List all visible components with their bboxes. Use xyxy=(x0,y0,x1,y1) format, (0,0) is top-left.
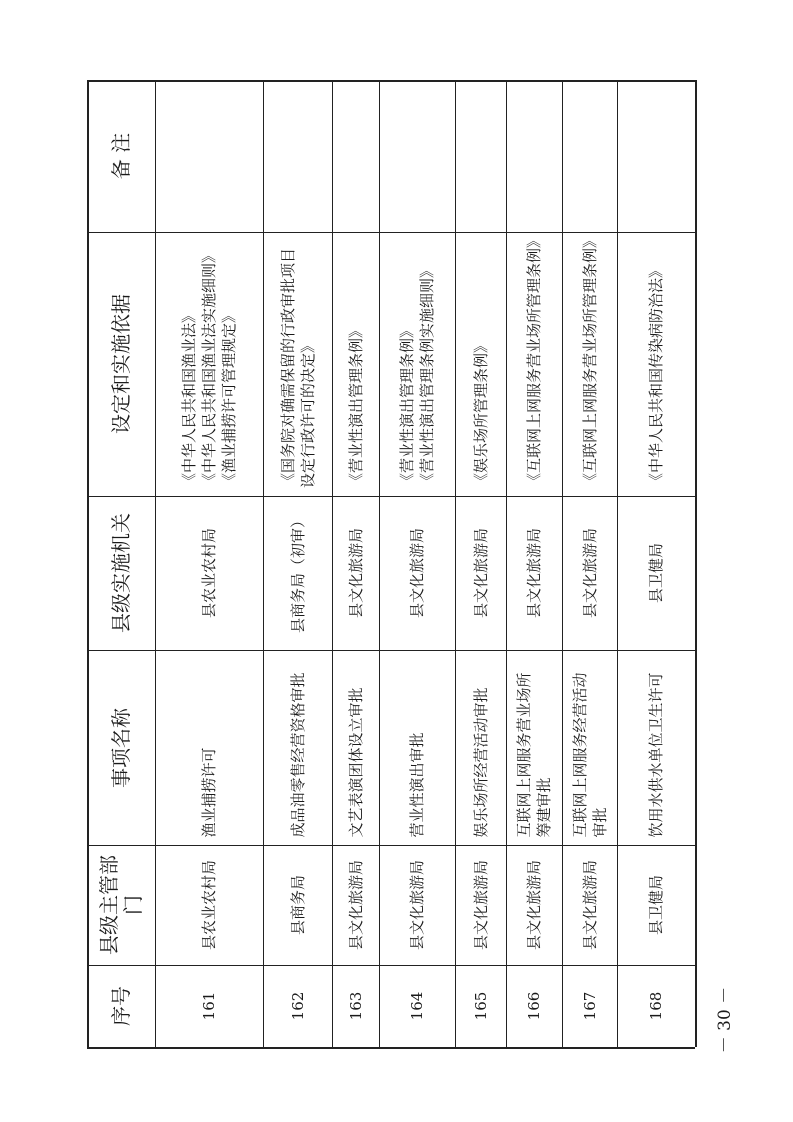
table-cell-basis xyxy=(455,232,506,496)
cell-text-seq: 166 xyxy=(525,991,543,1021)
cell-text-agency: 县文化旅游局 xyxy=(346,528,365,619)
table-cell-note xyxy=(332,80,379,232)
cell-text-agency: 县文化旅游局 xyxy=(408,528,426,619)
cell-text-item: 娱乐场所经营活动审批 xyxy=(471,686,490,837)
column-header-note: 备 注 xyxy=(109,132,133,180)
table-cell-dept xyxy=(263,845,332,965)
table-cell-note xyxy=(562,80,617,232)
cell-text-agency: 县商务局（初审） xyxy=(288,513,307,634)
cell-text-seq: 168 xyxy=(647,991,665,1021)
cell-text-dept: 县农业农村局 xyxy=(200,860,218,951)
cell-text-item: 成品油零售经营资格审批 xyxy=(288,671,307,837)
table-cell-seq xyxy=(332,965,379,1047)
header-cell-basis xyxy=(87,232,155,496)
cell-text-agency: 县农业农村局 xyxy=(200,528,218,619)
table-cell-agency xyxy=(562,496,617,650)
cell-text-dept: 县文化旅游局 xyxy=(525,860,543,951)
table-cell-seq xyxy=(263,965,332,1047)
table-cell-agency xyxy=(455,496,506,650)
table-cell-dept xyxy=(332,845,379,965)
cell-text-item: 营业性演出审批 xyxy=(408,731,426,837)
table-cell-item xyxy=(506,650,562,845)
cell-text-dept: 县文化旅游局 xyxy=(346,860,365,951)
cell-text-agency: 县文化旅游局 xyxy=(580,528,599,619)
header-cell-agency xyxy=(87,496,155,650)
table-cell-agency xyxy=(332,496,379,650)
table-cell-dept xyxy=(617,845,695,965)
table-cell-basis xyxy=(562,232,617,496)
table-cell-basis xyxy=(379,232,455,496)
cell-text-seq: 162 xyxy=(288,991,307,1021)
cell-text-basis: 《互联网上网服务营业场所管理条例》 xyxy=(580,232,599,488)
column-header-seq: 序号 xyxy=(109,986,133,1026)
column-header-basis: 设定和实施依据 xyxy=(109,294,133,434)
table-cell-item xyxy=(562,650,617,845)
table-cell-agency xyxy=(617,496,695,650)
cell-text-basis: 《互联网上网服务营业场所管理条例》 xyxy=(525,232,543,488)
cell-text-basis: 《营业性演出管理条例》 xyxy=(346,322,365,488)
header-cell-seq xyxy=(87,965,155,1047)
column-header-dept: 县级主管部门 xyxy=(97,855,145,955)
table-cell-seq xyxy=(617,965,695,1047)
table-cell-seq xyxy=(455,965,506,1047)
cell-text-dept: 县商务局 xyxy=(288,875,307,936)
table-cell-seq xyxy=(379,965,455,1047)
table-cell-note xyxy=(455,80,506,232)
cell-text-seq: 165 xyxy=(471,991,490,1021)
header-cell-dept xyxy=(87,845,155,965)
table-cell-note xyxy=(617,80,695,232)
table-rule-vertical xyxy=(695,80,697,1047)
table-cell-item xyxy=(155,650,263,845)
cell-text-basis: 《营业性演出管理条例》 《营业性演出管理条例实施细则》 xyxy=(398,262,436,488)
cell-text-basis: 《中华人民共和国传染病防治法》 xyxy=(647,262,665,488)
cell-text-agency: 县文化旅游局 xyxy=(471,528,490,619)
table-cell-dept xyxy=(562,845,617,965)
cell-text-item: 饮用水供水单位卫生许可 xyxy=(647,671,665,837)
cell-text-seq: 167 xyxy=(580,991,599,1021)
table-cell-basis xyxy=(155,232,263,496)
table-cell-basis xyxy=(617,232,695,496)
table-cell-item xyxy=(263,650,332,845)
table-cell-agency xyxy=(263,496,332,650)
table-cell-seq xyxy=(155,965,263,1047)
table-cell-agency xyxy=(155,496,263,650)
table-cell-note xyxy=(263,80,332,232)
cell-text-seq: 163 xyxy=(346,991,365,1021)
table-cell-basis xyxy=(263,232,332,496)
header-cell-note xyxy=(87,80,155,232)
cell-text-seq: 161 xyxy=(200,991,218,1021)
cell-text-item: 互联网上网服务营业场所筹建审批 xyxy=(515,671,553,837)
cell-text-dept: 县文化旅游局 xyxy=(408,860,426,951)
table-cell-item xyxy=(379,650,455,845)
cell-text-basis: 《国务院对确需保留的行政审批项目设定行政许可的决定》 xyxy=(278,247,317,488)
column-header-agency: 县级实施机关 xyxy=(109,513,133,633)
header-cell-item xyxy=(87,650,155,845)
table-cell-dept xyxy=(455,845,506,965)
table-cell-agency xyxy=(379,496,455,650)
table-cell-seq xyxy=(506,965,562,1047)
cell-text-item: 渔业捕捞许可 xyxy=(200,746,218,837)
table-cell-note xyxy=(155,80,263,232)
cell-text-basis: 《中华人民共和国渔业法》 《中华人民共和国渔业法实施细则》 《渔业捕捞许可管理规定》 xyxy=(180,247,238,488)
cell-text-seq: 164 xyxy=(408,991,426,1021)
page-number xyxy=(705,985,745,1055)
cell-text-dept: 县卫健局 xyxy=(647,875,665,936)
table-cell-seq xyxy=(562,965,617,1047)
cell-text-dept: 县文化旅游局 xyxy=(580,860,599,951)
table-cell-note xyxy=(379,80,455,232)
table-cell-basis xyxy=(332,232,379,496)
table-cell-basis xyxy=(506,232,562,496)
table-cell-item xyxy=(332,650,379,845)
cell-text-item: 互联网上网服务经营活动审批 xyxy=(570,671,609,837)
cell-text-basis: 《娱乐场所管理条例》 xyxy=(471,337,490,488)
table-cell-dept xyxy=(155,845,263,965)
page-number-text: － 30 － xyxy=(715,986,735,1054)
table-cell-agency xyxy=(506,496,562,650)
table-rule-horizontal xyxy=(87,1047,695,1049)
table-cell-item xyxy=(455,650,506,845)
table-cell-dept xyxy=(506,845,562,965)
table-cell-item xyxy=(617,650,695,845)
cell-text-agency: 县文化旅游局 xyxy=(525,528,543,619)
cell-text-item: 文艺表演团体设立审批 xyxy=(346,686,365,837)
column-header-item: 事项名称 xyxy=(109,707,133,788)
cell-text-agency: 县卫健局 xyxy=(647,543,665,604)
table-cell-note xyxy=(506,80,562,232)
cell-text-dept: 县文化旅游局 xyxy=(471,860,490,951)
table-cell-dept xyxy=(379,845,455,965)
